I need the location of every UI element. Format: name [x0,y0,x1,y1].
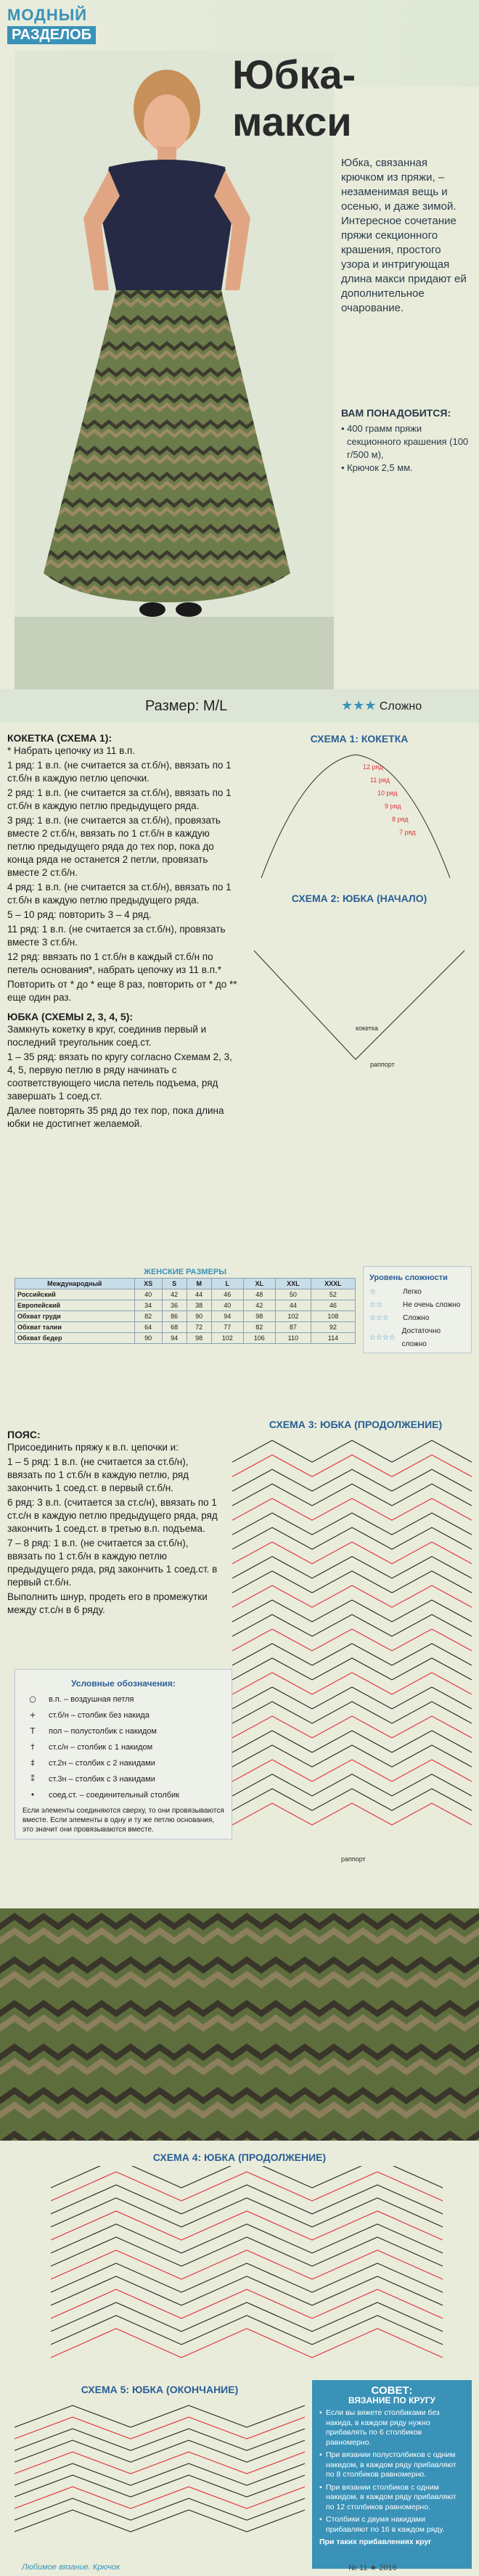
belt-p2: Выполнить шнур, продеть его в промежутки между ст.с/н в 6 ряду. [7,1591,208,1615]
stitch-row [232,1745,472,1767]
legend-symbol-icon: † [30,1742,35,1752]
stitch-row [51,2302,443,2331]
advice-item: • Столбики с двумя накидами прибавляют по 16 в каждом ряду. [319,2515,464,2535]
stitch-row [15,2440,305,2462]
stitch-row [232,1527,472,1549]
stitch-row [51,2263,443,2292]
size-table-cell: 46 [311,1300,355,1311]
size-table-cell: 92 [311,1322,355,1333]
stitch-row [232,1484,472,1506]
star-icon: ☆ [369,1288,376,1296]
advice-box [312,2380,472,2569]
legend-row [22,1691,224,1707]
stitch-row [51,2329,443,2358]
stitch-row [51,2289,443,2318]
footer [0,2560,479,2576]
legend-row [22,1723,224,1739]
belt-heading: ПОЯС: [7,1429,41,1440]
stitch-row [51,2237,443,2266]
svg-text:8 ряд: 8 ряд [392,816,409,823]
rapport-label: раппорт [341,1855,366,1863]
size-table-header: XXXL [311,1279,355,1289]
stitch-row [232,1687,472,1709]
legend-label: ст.2н – столбик с 2 накидами [49,1759,155,1768]
size-label: Размер: M/L [145,698,228,714]
star-icon: ☆☆ [369,1301,382,1309]
stitch-row [232,1469,472,1491]
kok-p1: * Набрать цепочку из 11 в.п. [7,745,136,756]
difficulty-indicator [341,698,422,713]
legend-heading: Условные обозначения: [71,1678,176,1689]
size-table-cell: Обхват бедер [15,1333,135,1344]
advice-subheading: ВЯЗАНИЕ ПО КРУГУ [348,2395,435,2405]
size-table-cell: 44 [275,1300,311,1311]
stitch-row [15,2417,305,2439]
instructions-column [7,726,239,1132]
materials-item: • Крючок 2,5 мм. [341,462,472,475]
legend-symbol-icon: + [29,1710,36,1720]
legend-box [15,1669,232,1839]
legend-note: Если элементы соединяются сверху, то они провязываются вместе. Если элементы в одну и ту же петлю основания, это значит они провязываются вместе. [22,1807,224,1834]
stitch-row [232,1571,472,1593]
kok-rep: Повторить от * до * еще 8 раз, повторить от * до ** еще один раз. [7,979,237,1003]
stitch-row [15,2429,305,2450]
stitch-row [232,1716,472,1738]
stitch-row [15,2405,305,2427]
size-table-cell: 102 [211,1333,243,1344]
schema-1-diagram [247,747,472,885]
kok-r12: 12 ряд: ввязать по 1 ст.б/н в каждый ст.б/н по петель основания*, набрать цепочку из 11 в.п.* [7,951,222,975]
stitch-row [232,1498,472,1520]
legend-label: ст.с/н – столбик с 1 накидом [49,1743,153,1752]
level-row: ☆☆ Не очень сложно [369,1299,465,1312]
materials-box [341,406,472,475]
size-table-header: XS [134,1279,162,1289]
legend-row [22,1755,224,1771]
stitch-row [15,2498,305,2520]
size-table-cell: 94 [162,1333,187,1344]
size-table-cell: 94 [211,1311,243,1322]
stitch-row [51,2315,443,2345]
kok-r11: 11 ряд: 1 в.п. (не считается за ст.б/н), провязать вместе 3 ст.б/н. [7,924,226,948]
size-table-cell: Обхват талии [15,1322,135,1333]
svg-text:7 ряд: 7 ряд [399,829,416,836]
schema-3-diagram [232,1433,472,1869]
belt-r1: 1 – 5 ряд: 1 в.п. (не считается за ст.б/н), ввязать по 1 ст.б/н в каждую петлю, ряд закончить 1 соед.ст. в первый ст.б/н. [7,1456,189,1493]
size-table-cell: 114 [311,1333,355,1344]
stitch-row [51,2224,443,2253]
stitch-row [51,2198,443,2227]
size-table-cell: 40 [134,1289,162,1300]
schema-1-svg [247,747,472,885]
skirt-p2: Далее повторять 35 ряд до тех пор, пока длина юбки не достигнет желаемой. [7,1105,224,1129]
stitch-row [232,1586,472,1607]
size-table-cell: 48 [243,1289,275,1300]
legend-label: соед.ст. – соединительный столбик [49,1791,180,1800]
level-row: ☆☆☆☆ Достаточно сложно [369,1327,441,1348]
stitch-row [232,1673,472,1694]
stitch-row [15,2475,305,2497]
stitch-row [51,2185,443,2214]
advice-footnote: При таких прибавлениях круг [319,2538,432,2546]
kok-r5: 5 – 10 ряд: повторить 3 – 4 ряд. [7,909,152,920]
schema-1-title: СХЕМА 1: КОКЕТКА [310,733,409,745]
schema-3-svg [232,1433,472,1869]
legend-label: пол – полустолбик с накидом [49,1727,157,1736]
size-table-header: S [162,1279,187,1289]
belt-p1: Присоединить пряжу к в.п. цепочки и: [7,1442,179,1453]
svg-text:9 ряд: 9 ряд [385,803,401,810]
size-table-row [15,1311,356,1322]
schema-4-title: СХЕМА 4: ЮБКА (ПРОДОЛЖЕНИЕ) [152,2152,327,2163]
size-table-cell: 34 [134,1300,162,1311]
size-table-cell: Европейский [15,1300,135,1311]
stitch-row [51,2276,443,2305]
size-table-cell: 110 [275,1333,311,1344]
size-table-cell: 82 [243,1322,275,1333]
level-heading: Уровень сложности [369,1273,448,1282]
size-table-cell: 38 [187,1300,211,1311]
stitch-row [232,1615,472,1636]
stitch-row [232,1513,472,1535]
schema-3-title: СХЕМА 3: ЮБКА (ПРОДОЛЖЕНИЕ) [269,1419,443,1430]
size-table-cell: 102 [275,1311,311,1322]
rapport-label: раппорт [370,1061,395,1068]
skirt-p1: Замкнуть кокетку в круг, соединив первый и последний треугольник соед.ст. [7,1024,207,1048]
size-table-cell: 90 [187,1311,211,1322]
stitch-row [232,1702,472,1723]
belt-r6: 6 ряд: 3 в.п. (считается за ст.с/н), ввязать по 1 ст.с/н в каждую петлю предыдущего ряда, ряд закончить 1 соед.ст. в третью в.п. подъема. [7,1497,218,1534]
size-table-cell: 36 [162,1300,187,1311]
size-table-cell: 42 [162,1289,187,1300]
star-icon: ☆☆☆ [369,1314,389,1322]
schema-2-svg [247,907,472,1074]
legend-symbol-icon: • [30,1790,36,1800]
size-table-cell: 72 [187,1322,211,1333]
star-icon: ☆☆☆☆ [369,1334,396,1342]
size-table-cell: 46 [211,1289,243,1300]
legend-row [22,1739,224,1755]
schema-2-diagram [247,907,472,1074]
size-table-cell: 90 [134,1333,162,1344]
star-icon: ★★★ [341,698,377,713]
skirt-r1: 1 – 35 ряд: вязать по кругу согласно Схемам 2, 3, 4, 5, первую петлю в ряду начинать с соответствующего числа петель подъема, ряд завершать 1 соед.ст. [7,1051,232,1102]
model-photo-illustration [15,51,334,689]
size-table-cell: 44 [187,1289,211,1300]
stitch-row [232,1556,472,1578]
kok-r2: 2 ряд: 1 в.п. (не считается за ст.б/н), ввязать по 1 ст.б/н в каждую петлю предыдущего ряда. [7,787,232,811]
advice-item: • Если вы вяжете столбиками без накида, в каждом ряду нужно прибавлять по 6 столбиков равномерно. [319,2408,464,2448]
stitch-row [232,1600,472,1622]
advice-item: • При вязании полустолбиков с одним накидом, в каждом ряду прибавляют по 8 столбиков равномерно. [319,2450,464,2480]
size-table-cell: Обхват груди [15,1311,135,1322]
footer-magazine: Любимое вязание. Крючок [22,2563,120,2572]
model-photo [15,51,334,689]
belt-column [7,1422,225,1618]
size-table-cell: 40 [211,1300,243,1311]
legend-symbol-icon: ⁑ [30,1774,35,1784]
page-title: Юбка-макси [232,52,356,144]
belt-r7: 7 – 8 ряд: 1 в.п. (не считается за ст.б/н), ввязать по 1 ст.б/н в каждую петлю предыдущего ряда, ряд закончить 1 соед.ст. в первый ст.б/н. [7,1538,218,1588]
size-table-cell: 82 [134,1311,162,1322]
legend-label: ст.б/н – столбик без накида [49,1711,150,1720]
stitch-row [232,1803,472,1825]
stitch-row [51,2250,443,2279]
kok-r4: 4 ряд: 1 в.п. (не считается за ст.б/н), ввязать по 1 ст.б/н в каждую петлю предыдущего ряда. [7,882,232,906]
size-table-cell: 50 [275,1289,311,1300]
size-table-cell: 68 [162,1322,187,1333]
level-box [363,1266,472,1353]
brand-logo [7,6,96,44]
stitch-row [15,2452,305,2474]
schema-5-title: СХЕМА 5: ЮБКА (ОКОНЧАНИЕ) [81,2384,239,2395]
size-table-row [15,1333,356,1344]
closeup-illustration [0,1908,479,2141]
stitch-row [51,2211,443,2240]
stitch-row [51,2172,443,2201]
stitch-row [232,1731,472,1752]
advice-item: • При вязании столбиков с одним накидом, в каждом ряду прибавляют по 12 столбиков равномерно. [319,2483,464,2513]
legend-row [22,1707,224,1723]
kok-r3: 3 ряд: 1 в.п. (не считается за ст.б/н), провязать вместе 2 ст.б/н, ввязать по 1 ст.б/н в каждую петлю предыдущего ряда до тех пор, пока до конца ряда не останется 2 петли, провязать вместе 2 ст.б/н. [7,815,221,878]
stitch-row [232,1644,472,1665]
schema-4-diagram [51,2166,457,2369]
stitch-row [15,2487,305,2509]
size-table-cell: 77 [211,1322,243,1333]
legend-label: в.п. – воздушная петля [49,1695,134,1704]
kokettka-label: кокетка [356,1025,379,1032]
stitch-row [232,1629,472,1651]
stitch-row [15,2464,305,2485]
stitch-row [232,1542,472,1564]
size-table-header: L [211,1279,243,1289]
size-table-row [15,1300,356,1311]
legend-label: ст.3н – столбик с 3 накидами [49,1775,155,1784]
schema-2-title: СХЕМА 2: ЮБКА (НАЧАЛО) [291,893,427,904]
legend-symbol-icon: T [30,1726,36,1736]
svg-text:12 ряд: 12 ряд [363,763,383,771]
size-table [15,1266,356,1344]
size-table-cell: 64 [134,1322,162,1333]
size-table-cell: Российский [15,1289,135,1300]
size-table-header: XL [243,1279,275,1289]
footer-issue: № 11 ★ 2016 [348,2564,397,2572]
materials-heading: ВАМ ПОНАДОБИТСЯ: [341,407,451,419]
size-table-caption: ЖЕНСКИЕ РАЗМЕРЫ [144,1268,226,1276]
schema-5-diagram [15,2398,305,2554]
brand-sub: РАЗДЕЛОБ [7,26,96,44]
brand-top: МОДНЫЙ [7,6,88,24]
stitch-row [15,2510,305,2532]
skirt-closeup-photo [0,1908,479,2141]
stitch-row [232,1658,472,1680]
stitch-row [232,1440,472,1462]
stitch-row [232,1774,472,1796]
stitch-row [232,1455,472,1477]
materials-item: • 400 грамм пряжи секционного крашения (100 г/500 м), [341,422,472,462]
difficulty-label: Сложно [379,700,422,713]
size-table-header: M [187,1279,211,1289]
size-table-cell: 52 [311,1289,355,1300]
size-bar [0,689,479,723]
level-row: ☆☆☆ Сложно [369,1312,465,1325]
kok-heading: КОКЕТКА (СХЕМА 1): [7,732,112,744]
legend-row [22,1787,224,1803]
svg-text:11 ряд: 11 ряд [370,776,390,784]
legend-row [22,1771,224,1787]
size-table-cell: 98 [187,1333,211,1344]
skirt-heading: ЮБКА (СХЕМЫ 2, 3, 4, 5): [7,1011,134,1022]
legend-symbol-icon: ‡ [30,1758,35,1768]
size-table-row [15,1289,356,1300]
size-table-cell: 42 [243,1300,275,1311]
schema-4-svg [51,2166,457,2369]
intro-text: Юбка, связанная крючком из пряжи, – незаменимая вещь и осенью, и даже зимой. Интересное сочетание пряжи секционного крашения, простого узора и интригующая длина макси придают ей дополнительное очарование. [341,157,467,314]
size-table-header: XXL [275,1279,311,1289]
schema-5-svg [15,2398,305,2554]
advice-heading: СОВЕТ: [371,2384,413,2397]
size-table-cell: 87 [275,1322,311,1333]
size-table-cell: 98 [243,1311,275,1322]
legend-symbol-icon: ○ [29,1694,36,1704]
svg-text:10 ряд: 10 ряд [377,789,398,797]
size-table-cell: 108 [311,1311,355,1322]
size-table-header: Международный [15,1279,135,1289]
size-table-row [15,1322,356,1333]
level-row: ☆ Легко [369,1286,465,1299]
size-table-cell: 86 [162,1311,187,1322]
size-table-cell: 106 [243,1333,275,1344]
stitch-row [232,1760,472,1781]
kok-r1: 1 ряд: 1 в.п. (не считается за ст.б/н), ввязать по 1 ст.б/н в каждую петлю цепочки. [7,760,232,784]
stitch-row [232,1789,472,1810]
